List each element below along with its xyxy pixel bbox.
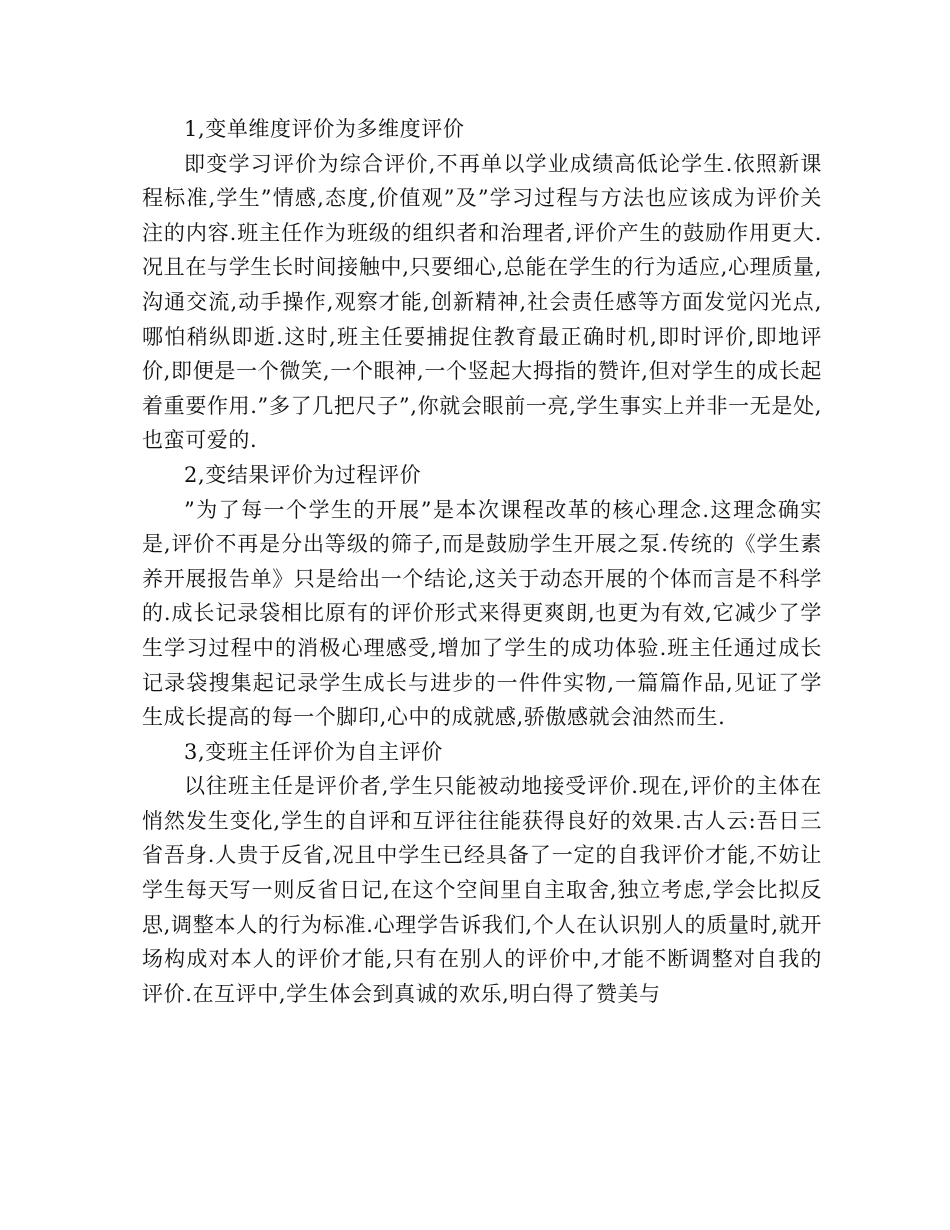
section-paragraph: ”为了每一个学生的开展”是本次课程改革的核心理念.这理念确实是,评价不再是分出等级的筛子,而是鼓励学生开展之泵.传统的《学生素养开展报告单》只是给出一个结论,这关于动态开展的个体而言是不科学的.成长记录袋相比原有的评价形式来得更爽朗,也更为有效,它减少了学生学习过程中的消极心理感受,增加了学生的成功体验.班主任通过成长记录袋搜集起记录学生成长与进步的一件件实物,一篇篇作品,见证了学生成长提高的每一个脚印,心中的成就感,骄傲感就会油然而生. — [142, 497, 822, 730]
section-heading: 2,变结果评价为过程评价 — [184, 462, 422, 487]
section-heading: 1,变单维度评价为多维度评价 — [184, 117, 465, 141]
section-1 — [142, 112, 822, 458]
section-3 — [142, 735, 822, 1012]
section-2 — [142, 458, 822, 735]
section-paragraph: 以往班主任是评价者,学生只能被动地接受评价.现在,评价的主体在悄然发生变化,学生的自评和互评往往能获得良好的效果.古人云:吾日三省吾身.人贵于反省,况且中学生已经具备了一定的自我评价才能,不妨让学生每天写一则反省日记,在这个空间里自主取舍,独立考虑,学会比拟反思,调整本人的行为标准.心理学告诉我们,个人在认识别人的质量时,就开场构成对本人的评价才能,只有在别人的评价中,才能不断调整对自我的评价.在互评中,学生体会到真诚的欢乐,明白得了赞美与 — [142, 774, 822, 1006]
section-paragraph: 即变学习评价为综合评价,不再单以学业成绩高低论学生.依照新课程标准,学生”情感,态度,价值观”及”学习过程与方法也应该成为评价关注的内容.班主任作为班级的组织者和治理者,评价产生的鼓励作用更大.况且在与学生长时间接触中,只要细心,总能在学生的行为适应,心理质量,沟通交流,动手操作,观察才能,创新精神,社会责任感等方面发觉闪光点,哪怕稍纵即逝.这时,班主任要捕捉住教育最正确时机,即时评价,即地评价,即便是一个微笑,一个眼神,一个竖起大拇指的赞许,但对学生的成长起着重要作用.”多了几把尺子”,你就会眼前一亮,学生事实上并非一无是处,也蛮可爱的. — [142, 151, 822, 453]
section-heading: 3,变班主任评价为自主评价 — [184, 739, 443, 764]
document-body — [142, 112, 822, 1011]
